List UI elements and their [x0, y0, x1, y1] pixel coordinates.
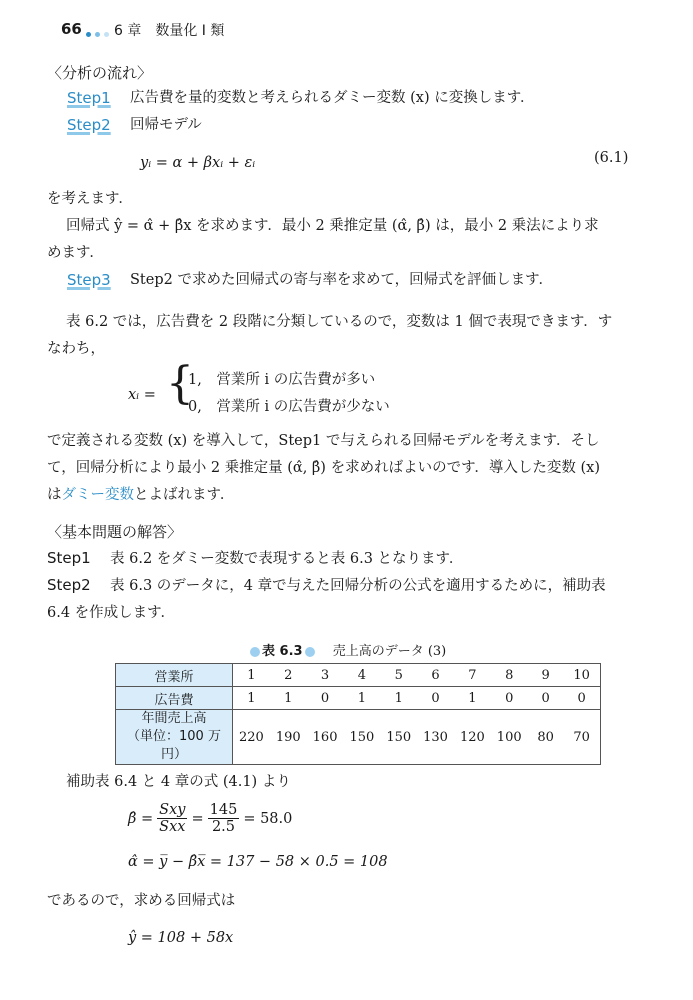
- dummy-para2-line2: て，回帰分析により最小 2 乗推定量 (α̂, β̂) を求めればよいのです．導入した変数 (x): [47, 460, 601, 476]
- beta-lhs: β̂ =: [128, 810, 154, 827]
- office-cell: 6: [417, 664, 454, 687]
- answer-step2-text-line2: 6.4 を作成します．: [47, 605, 176, 621]
- step2-text: 回帰モデル: [130, 117, 202, 133]
- analysis-flow-heading: 〈分析の流れ〉: [47, 64, 153, 82]
- header-dots-decoration: [86, 22, 113, 41]
- sales-cell: 80: [528, 710, 564, 765]
- beta-denominator-numeric: 2.5: [211, 819, 235, 835]
- beta-numerator-numeric: 145: [209, 802, 238, 818]
- brace-symbol: {: [166, 358, 194, 409]
- beta-equation: [128, 802, 292, 835]
- ad-cell: 1: [343, 687, 380, 710]
- dummy-definition-lhs: xᵢ =: [128, 387, 156, 403]
- table-row-ad: [116, 687, 601, 710]
- sales-data-table: [115, 663, 601, 765]
- step1-text: 広告費を量的変数と考えられるダミー変数 (x) に変換します．: [130, 90, 535, 106]
- office-cell: 9: [528, 664, 564, 687]
- ad-cell: 0: [564, 687, 601, 710]
- row-label-ad: 広告費: [116, 687, 233, 710]
- ad-cell: 1: [233, 687, 270, 710]
- dummy-para1-line2: なわち，: [47, 341, 105, 357]
- ad-cell: 0: [491, 687, 528, 710]
- sales-cell: 160: [307, 710, 344, 765]
- answer-step2-text-line1: 表 6.3 のデータに，4 章で与えた回帰分析の公式を適用するために，補助表: [110, 578, 606, 594]
- sales-label-line1: 年間売上高: [141, 711, 207, 726]
- sales-cell: 220: [233, 710, 270, 765]
- beta-fraction-numeric: [208, 802, 240, 835]
- ad-cell: 0: [528, 687, 564, 710]
- regression-model-equation: yᵢ = α + βxᵢ + εᵢ: [140, 155, 256, 171]
- answer-step1-label: Step1: [47, 549, 91, 567]
- basic-answer-heading: 〈基本問題の解答〉: [47, 523, 183, 541]
- regression-line-2: めます．: [47, 245, 104, 261]
- regression-line-1: 回帰式 ŷ = α̂ + β̂x を求めます．最小 2 乗推定量 (α̂, β̂) は，最小 2 乗法により求: [66, 218, 599, 234]
- office-cell: 5: [380, 664, 417, 687]
- table-row-sales: [116, 710, 601, 765]
- answer-step2-label: Step2: [47, 576, 91, 594]
- dummy-para2-line3-pre: は: [47, 487, 62, 503]
- dummy-para1-line1: 表 6.2 では，広告費を 2 段階に分類しているので，変数は 1 個で表現できます．す: [66, 314, 613, 330]
- equation-number-6-1: (6.1): [594, 150, 629, 166]
- table-caption: [250, 640, 446, 659]
- sales-cell: 150: [380, 710, 417, 765]
- step2-badge: Step2: [67, 116, 111, 134]
- dummy-case-1: 1, 営業所 i の広告費が多い: [188, 372, 376, 388]
- row-label-sales: [116, 710, 233, 765]
- ad-cell: 1: [270, 687, 307, 710]
- sales-cell: 120: [454, 710, 491, 765]
- calculation-intro: 補助表 6.4 と 4 章の式 (4.1) より: [66, 774, 291, 790]
- sales-cell: 130: [417, 710, 454, 765]
- table-caption-title: 売上高のデータ (3): [332, 644, 447, 659]
- step3-text: Step2 で求めた回帰式の寄与率を求めて，回帰式を評価します．: [130, 272, 554, 288]
- sales-cell: 150: [343, 710, 380, 765]
- dummy-para2-line3-post: とよばれます．: [134, 487, 235, 503]
- final-regression-equation: ŷ = 108 + 58x: [128, 930, 234, 946]
- beta-numerator-symbolic: Sxy: [159, 802, 186, 818]
- beta-denominator-symbolic: Sxx: [159, 819, 186, 835]
- caption-dot-left: [250, 647, 260, 657]
- office-cell: 2: [270, 664, 307, 687]
- sales-label-line2: （単位：100 万円）: [127, 729, 221, 762]
- beta-equals: =: [191, 810, 204, 827]
- step3-badge: Step3: [67, 271, 111, 289]
- ad-cell: 1: [380, 687, 417, 710]
- alpha-equation: α̂ = y̅ − β̂x̅ = 137 − 58 × 0.5 = 108: [128, 854, 388, 870]
- ad-cell: 0: [307, 687, 344, 710]
- conclusion-text: であるので，求める回帰式は: [47, 893, 236, 909]
- table-row-office: [116, 664, 601, 687]
- sales-cell: 100: [491, 710, 528, 765]
- answer-step1-text: 表 6.2 をダミー変数で表現すると表 6.3 となります．: [110, 551, 464, 567]
- office-cell: 8: [491, 664, 528, 687]
- office-cell: 1: [233, 664, 270, 687]
- consider-text: を考えます．: [47, 191, 133, 207]
- dummy-case-2: 0, 営業所 i の広告費が少ない: [188, 399, 390, 415]
- sales-cell: 70: [564, 710, 601, 765]
- ad-cell: 1: [454, 687, 491, 710]
- dummy-para2-line1: で定義される変数 (x) を導入して，Step1 で与えられる回帰モデルを考えます．そし: [47, 433, 600, 449]
- office-cell: 10: [564, 664, 601, 687]
- chapter-title: 6 章 数量化 I 類: [114, 23, 225, 39]
- dummy-variable-term: ダミー変数: [61, 487, 134, 503]
- beta-result: = 58.0: [243, 810, 293, 827]
- office-cell: 7: [454, 664, 491, 687]
- beta-fraction-symbolic: [157, 802, 187, 835]
- office-cell: 4: [343, 664, 380, 687]
- table-caption-label: 表 6.3: [262, 644, 303, 659]
- sales-cell: 190: [270, 710, 307, 765]
- ad-cell: 0: [417, 687, 454, 710]
- row-label-office: 営業所: [116, 664, 233, 687]
- caption-dot-right: [305, 647, 315, 657]
- step1-badge: Step1: [67, 89, 111, 107]
- dummy-para2-line3: [47, 482, 234, 508]
- office-cell: 3: [307, 664, 344, 687]
- page-number: 66: [61, 20, 82, 38]
